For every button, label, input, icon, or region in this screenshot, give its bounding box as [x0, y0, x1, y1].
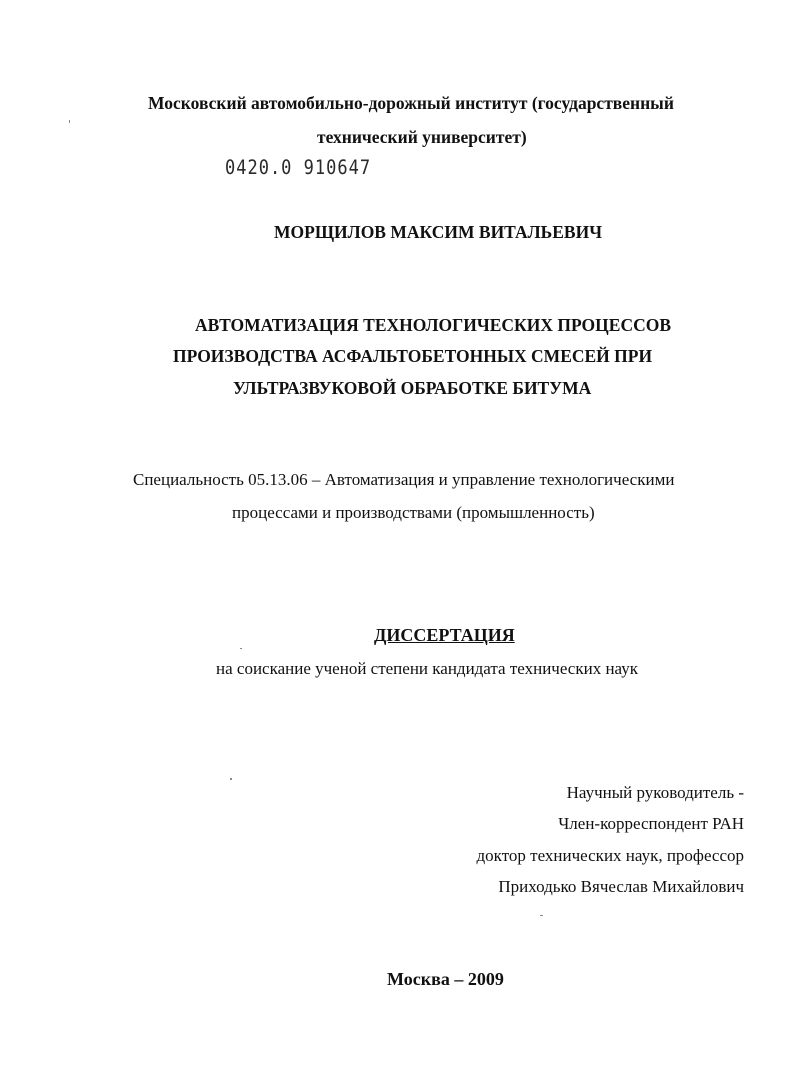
specialty-line-2: процессами и производствами (промышленность): [232, 503, 595, 522]
institution-line-2: технический университет): [317, 127, 527, 147]
scan-speck: [69, 120, 70, 123]
title-line-2: ПРОИЗВОДСТВА АСФАЛЬТОБЕТОННЫХ СМЕСЕЙ ПРИ: [173, 346, 653, 366]
document-type: ДИССЕРТАЦИЯ: [374, 625, 515, 645]
scan-speck: [540, 915, 543, 916]
degree-subtitle: на соискание ученой степени кандидата технических наук: [216, 659, 639, 678]
title-line-3: УЛЬТРАЗВУКОВОЙ ОБРАБОТКЕ БИТУМА: [233, 378, 592, 398]
institution-line-1: Московский автомобильно-дорожный институт (государственный: [148, 93, 674, 113]
scan-speck: [240, 648, 242, 649]
supervisor-line-1: Научный руководитель -: [566, 783, 744, 802]
specialty-line-1: Специальность 05.13.06 – Автоматизация и управление технологическими: [133, 470, 675, 489]
registration-code: 0420.0 910647: [225, 156, 372, 180]
supervisor-line-3: доктор технических наук, профессор: [476, 846, 744, 865]
supervisor-line-2: Член-корреспондент РАН: [558, 814, 744, 833]
title-line-1: АВТОМАТИЗАЦИЯ ТЕХНОЛОГИЧЕСКИХ ПРОЦЕССОВ: [195, 315, 672, 335]
supervisor-line-4: Приходько Вячеслав Михайлович: [498, 877, 744, 896]
scan-speck: [230, 778, 232, 780]
city-year: Москва – 2009: [387, 969, 504, 989]
author-name: МОРЩИЛОВ МАКСИМ ВИТАЛЬЕВИЧ: [274, 222, 603, 242]
